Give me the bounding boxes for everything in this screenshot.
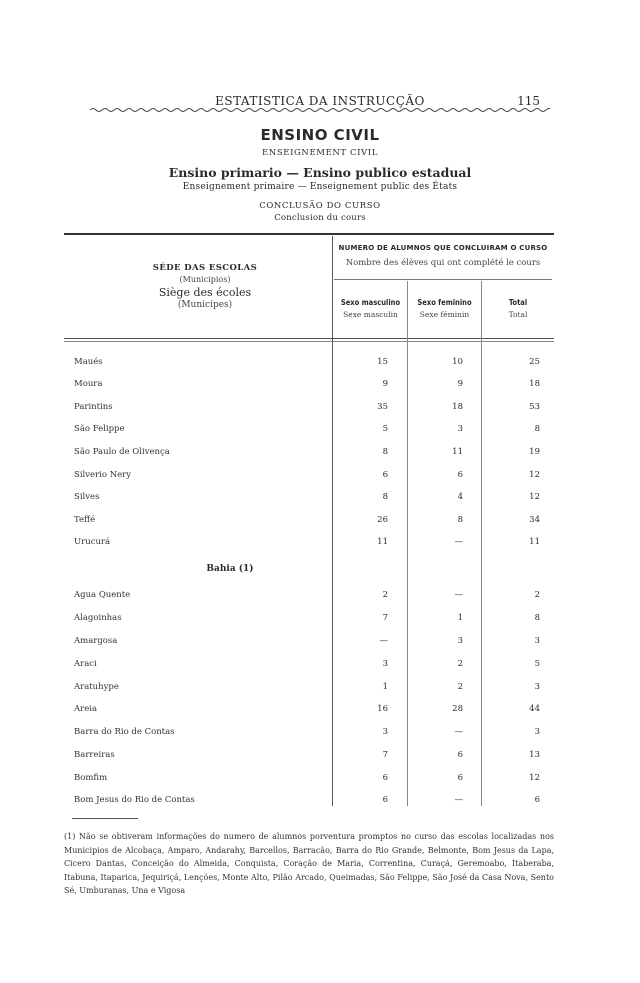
row-fem: — <box>454 537 463 547</box>
table-row <box>0 590 640 604</box>
row-masc: 2 <box>382 590 388 600</box>
row-total: 12 <box>529 470 540 480</box>
numero-pt: NUMERO DE ALUMNOS QUE CONCLUIRAM O CURSO <box>338 244 548 252</box>
row-fem: 6 <box>457 470 463 480</box>
row-name: Agua Quente <box>74 590 131 600</box>
table-row <box>0 424 640 438</box>
total-header <box>482 298 554 319</box>
running-title: ESTATISTICA DA INSTRUCÇÃO <box>215 94 425 108</box>
row-total: 2 <box>534 590 540 600</box>
row-masc: 3 <box>382 727 388 737</box>
row-name: Teffé <box>74 515 96 525</box>
row-masc: 9 <box>382 379 388 389</box>
row-masc: 6 <box>382 773 388 783</box>
row-masc: 5 <box>382 424 388 434</box>
row-total: 12 <box>529 773 540 783</box>
row-masc: 6 <box>382 795 388 805</box>
table-row <box>0 537 640 551</box>
row-total: 53 <box>529 402 540 412</box>
row-total: 8 <box>534 613 540 623</box>
heading-ensino-primario: Ensino primario — Ensino publico estadual <box>168 165 472 180</box>
state-heading: Bahia (1) <box>206 564 254 574</box>
sede-fr: Siège des écoles <box>158 286 252 299</box>
table-row <box>0 402 640 416</box>
subheader-rule <box>334 279 552 280</box>
sede-header <box>120 263 290 310</box>
heading-enseignement-civil: ENSEIGNEMENT CIVIL <box>262 148 378 158</box>
heading-enseignement-primaire: Enseignement primaire — Enseignement public des États <box>182 182 458 192</box>
heading-ensino-civil: ENSINO CIVIL <box>260 126 380 144</box>
row-name: Alagoinhas <box>74 613 122 623</box>
total-fr: Total <box>508 310 528 319</box>
row-name: Parintins <box>74 402 113 412</box>
table-top-rule <box>64 233 554 235</box>
masc-fr: Sexe masculin <box>343 310 398 319</box>
table-row <box>0 636 640 650</box>
row-fem: 1 <box>457 613 463 623</box>
row-total: 25 <box>529 357 540 367</box>
fem-header <box>408 298 481 319</box>
table-row <box>0 379 640 393</box>
row-fem: 4 <box>457 492 463 502</box>
row-masc: 7 <box>382 613 388 623</box>
row-name: Moura <box>74 379 103 389</box>
row-total: 6 <box>534 795 540 805</box>
table-row <box>0 750 640 764</box>
row-fem: 3 <box>457 636 463 646</box>
row-name: São Felippe <box>74 424 125 434</box>
row-fem: 9 <box>457 379 463 389</box>
row-masc: 11 <box>377 537 388 547</box>
table-row <box>0 447 640 461</box>
row-masc: — <box>379 636 388 646</box>
row-fem: 10 <box>452 357 463 367</box>
table-row <box>0 613 640 627</box>
table-row <box>0 727 640 741</box>
row-total: 3 <box>534 727 540 737</box>
row-masc: 15 <box>377 357 388 367</box>
row-fem: — <box>454 590 463 600</box>
row-total: 8 <box>534 424 540 434</box>
row-name: Araci <box>74 659 97 669</box>
row-total: 44 <box>529 704 540 714</box>
row-total: 11 <box>529 537 540 547</box>
row-total: 3 <box>534 682 540 692</box>
row-name: Bomfim <box>74 773 108 783</box>
row-total: 12 <box>529 492 540 502</box>
municipios-pt: (Municipios) <box>179 275 231 284</box>
row-name: Aratuhype <box>74 682 119 692</box>
row-fem: 2 <box>457 682 463 692</box>
table-row <box>0 515 640 529</box>
row-name: Silves <box>74 492 100 502</box>
table-row <box>0 795 640 809</box>
row-name: Areia <box>74 704 98 714</box>
row-fem: 11 <box>452 447 463 457</box>
row-total: 34 <box>529 515 540 525</box>
row-total: 3 <box>534 636 540 646</box>
row-fem: 8 <box>457 515 463 525</box>
row-fem: 6 <box>457 773 463 783</box>
row-fem: 28 <box>452 704 463 714</box>
row-fem: 18 <box>452 402 463 412</box>
row-total: 5 <box>534 659 540 669</box>
row-total: 13 <box>529 750 540 760</box>
wavy-rule <box>90 106 550 114</box>
row-fem: 6 <box>457 750 463 760</box>
table-row <box>0 357 640 371</box>
footnote: (1) Não se obtiveram informações do numero de alumnos porventura promptos no curso das escolas localizadas nos Municipios de Alcobaça, Amparo, Andarahy, Barcellos, Barracão, Barra do Rio Grande, Belmonte, Bom Jesus da Lapa, Cicero Dantas, Conceição do Almeida, Conquista, Coração de Maria, Correntina, Curaçá, Geremoabo, Itaberaba, Itabuna, Itaparica, Jequiriçá, Lençóes, Monte Alto, Pilão Arcado, Queimadas, São Felippe, São José da Casa Nova, Sento Sé, Umburanas, Una e Vigosa <box>64 832 554 895</box>
row-name: Bom Jesus do Rio de Contas <box>74 795 195 805</box>
row-masc: 3 <box>382 659 388 669</box>
row-fem: — <box>454 795 463 805</box>
masc-pt: Sexo masculino <box>340 298 401 307</box>
row-masc: 8 <box>382 447 388 457</box>
row-name: Silverio Nery <box>74 470 132 480</box>
table-row <box>0 704 640 718</box>
heading-conclusion: Conclusion du cours <box>274 213 366 223</box>
row-masc: 1 <box>382 682 388 692</box>
row-masc: 7 <box>382 750 388 760</box>
row-name: Maués <box>74 357 103 367</box>
row-masc: 8 <box>382 492 388 502</box>
row-masc: 6 <box>382 470 388 480</box>
row-total: 18 <box>529 379 540 389</box>
numero-fr: Nombre des élèves qui ont complété le cours <box>345 258 541 268</box>
row-masc: 26 <box>377 515 388 525</box>
table-row <box>0 682 640 696</box>
page-number: 115 <box>517 94 540 108</box>
row-name: São Paulo de Olivença <box>74 447 170 457</box>
numero-header <box>334 244 552 268</box>
row-fem: — <box>454 727 463 737</box>
row-masc: 16 <box>377 704 388 714</box>
row-name: Amargosa <box>74 636 118 646</box>
table-row <box>0 492 640 506</box>
fem-pt: Sexo feminino <box>417 298 472 307</box>
footnote-rule <box>72 818 138 819</box>
running-header <box>90 92 550 114</box>
table-row <box>0 470 640 484</box>
fem-fr: Sexe féminin <box>419 310 470 319</box>
heading-conclusao: CONCLUSÃO DO CURSO <box>259 201 381 211</box>
row-fem: 2 <box>457 659 463 669</box>
row-name: Barra do Rio de Contas <box>74 727 175 737</box>
row-total: 19 <box>529 447 540 457</box>
masc-header <box>334 298 407 319</box>
row-name: Barreiras <box>74 750 115 760</box>
table-row <box>0 773 640 787</box>
row-name: Urucurá <box>74 537 111 547</box>
table-row <box>0 659 640 673</box>
total-pt: Total <box>508 298 528 307</box>
row-fem: 3 <box>457 424 463 434</box>
sede-pt: SÉDE DAS ESCOLAS <box>152 263 258 273</box>
municipios-fr: (Municipes) <box>177 300 233 310</box>
row-masc: 35 <box>377 402 388 412</box>
